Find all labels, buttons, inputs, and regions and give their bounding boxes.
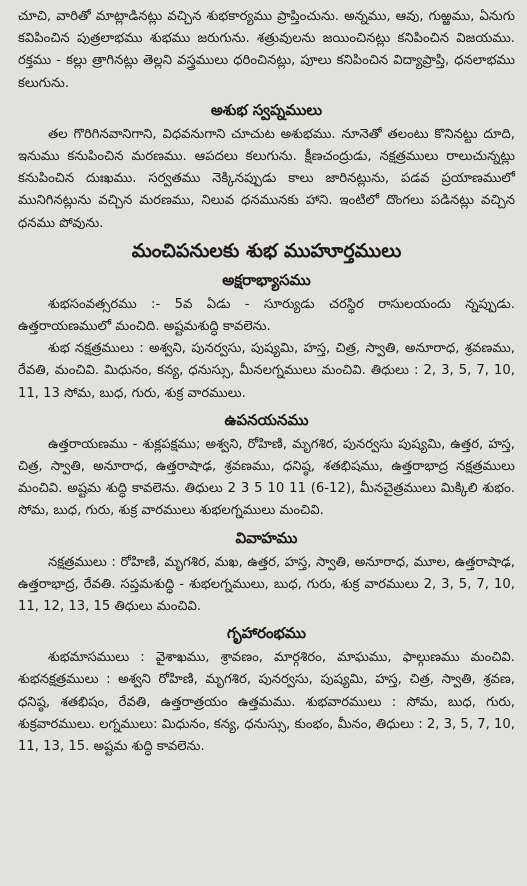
upanayana-heading: ఉపనయనము xyxy=(224,410,309,429)
gruhaarambha-heading: గృహారంభము xyxy=(227,624,306,643)
main-heading: మంచిపనులకు శుభ ముహూర్తములు xyxy=(131,239,402,262)
ashubha-heading: అశుభ స్వప్నములు xyxy=(210,100,323,119)
intro-paragraph: చూచి, వారితో మాట్లాడినట్లు వచ్చిన శుభకార్యము ప్రాప్తించును. అన్నము, ఆవు, గుఱ్ఱము, ఏనుగు కవిపించిన పుత్రలాభము శుభము జరుగును. శత్రువులను జయించినట్లు కనిపించిన విజయము. రక్తము - కల్లు త్రాగినట్లు తెల్లని వస్త్రములు ధరించినట్లు, పూలు కనిపించిన విద్యాప్రాప్తి, ధనలాభము కలుగును. xyxy=(18,9,515,91)
akshara-paragraph-2: శుభ నక్షత్రములు : అశ్వని, పునర్వసు, పుష్యమి, హస్త, చిత్ర, స్వాతి, అనూరాధ, శ్రవణము, రేవతి, మంచివి. మిధునం, కన్య, ధనుస్సు, మీనలగ్నములు మంచివి. తిధులు : 2, 3, 5, 7, 10, 11, 13 సోమ, బుధ, గురు, శుక్ర వారములు. xyxy=(18,341,515,401)
gruhaarambha-paragraph: శుభమాసములు : వైశాఖము, శ్రావణం, మార్గశిరం, మాఘము, ఫాల్గుణము మంచివి. శుభనక్షత్రములు : అశ్వని రోహిణి, మృగశిర, పునర్వసు, పుష్యమి, హస్త, చిత్ర, స్వాతి, శ్రవణ, ధనిష్ఠ, శతభిషం, రేవతి, ఉత్తరాత్రయం ఉత్తమము. శుభవారములు : సోమ, బుధ, గురు, శుక్రవారములు. లగ్నములు: మిధునం, కన్య, ధనుస్సు, కుంభం, మీనం, తిధులు : 2, 3, 5, 7, 10, 11, 13, 15. అష్టమ శుద్ధి కావలెను. xyxy=(18,650,515,755)
akshara-paragraph-1: శుభసంవత్సరము :- 5వ ఏడు - సూర్యుడు చరస్థిర రాసులయందు న్నప్పుడు. ఉత్తరాయణములో మంచిది. అష్టమశుద్ధి కావలెను. xyxy=(18,296,515,335)
vivaha-heading: వివాహము xyxy=(235,528,298,547)
akshara-heading: అక్షరాభ్యాసము xyxy=(222,270,311,289)
vivaha-paragraph: నక్షత్రములు : రోహిణి, మృగశిర, మఖ, ఉత్తర, హస్త, స్వాతి, అనూరాధ, మూల, ఉత్తరాషాఢ, ఉత్తరాభాద్ర, రేవతి. సప్తమశుద్ధి - శుభలగ్నములు, బుధ, గురు, శుక్ర వారములు 2, 3, 5, 7, 10, 11, 12, 13, 15 తిధులు మంచివి. xyxy=(18,554,515,615)
ashubha-paragraph: తల గొరిగినవానిగాని, విధవనుగాని చూచుట అశుభము. నూనెతో తలంటు కొనినట్టు దూది, ఇనుము కనుపించిన మరణము. ఆపదలు కలుగును. క్షీణచంద్రుడు, నక్షత్రములు రాలుచున్నట్లు కనుపించిన దుఃఖము. సర్వతము నెక్కినప్పుడు కాలు జారినట్లును, పడవ ప్రయాణములో మునిగినట్లును వచ్చిన మరణము, నిలువ ధనమునకు హాని. ఇంటిలో దొంగలు పడినట్లు వచ్చిన ధనము పోవును. xyxy=(18,126,515,231)
upanayana-paragraph: ఉత్తరాయణము - శుక్లపక్షము; అశ్వని, రోహిణి, మృగశిర, పునర్వసు పుష్యమి, ఉత్తర, హస్త, చిత్ర, స్వాతి, అనూరాధ, ఉత్తరాషాఢ, శ్రవణము, ధనిష్ఠ, శతభిషము, ఉత్తరాభాద్ర నక్షత్రములు మంచివి. అష్టమ శుద్ధి కావలెను. తిధులు 2 3 5 10 11 (6-12), మీనచైత్రములు మిక్కిలి శుభం. సోమ, బుధ, గురు, శుక్ర వారములు శుభలగ్నములు మంచివి. xyxy=(18,436,515,519)
